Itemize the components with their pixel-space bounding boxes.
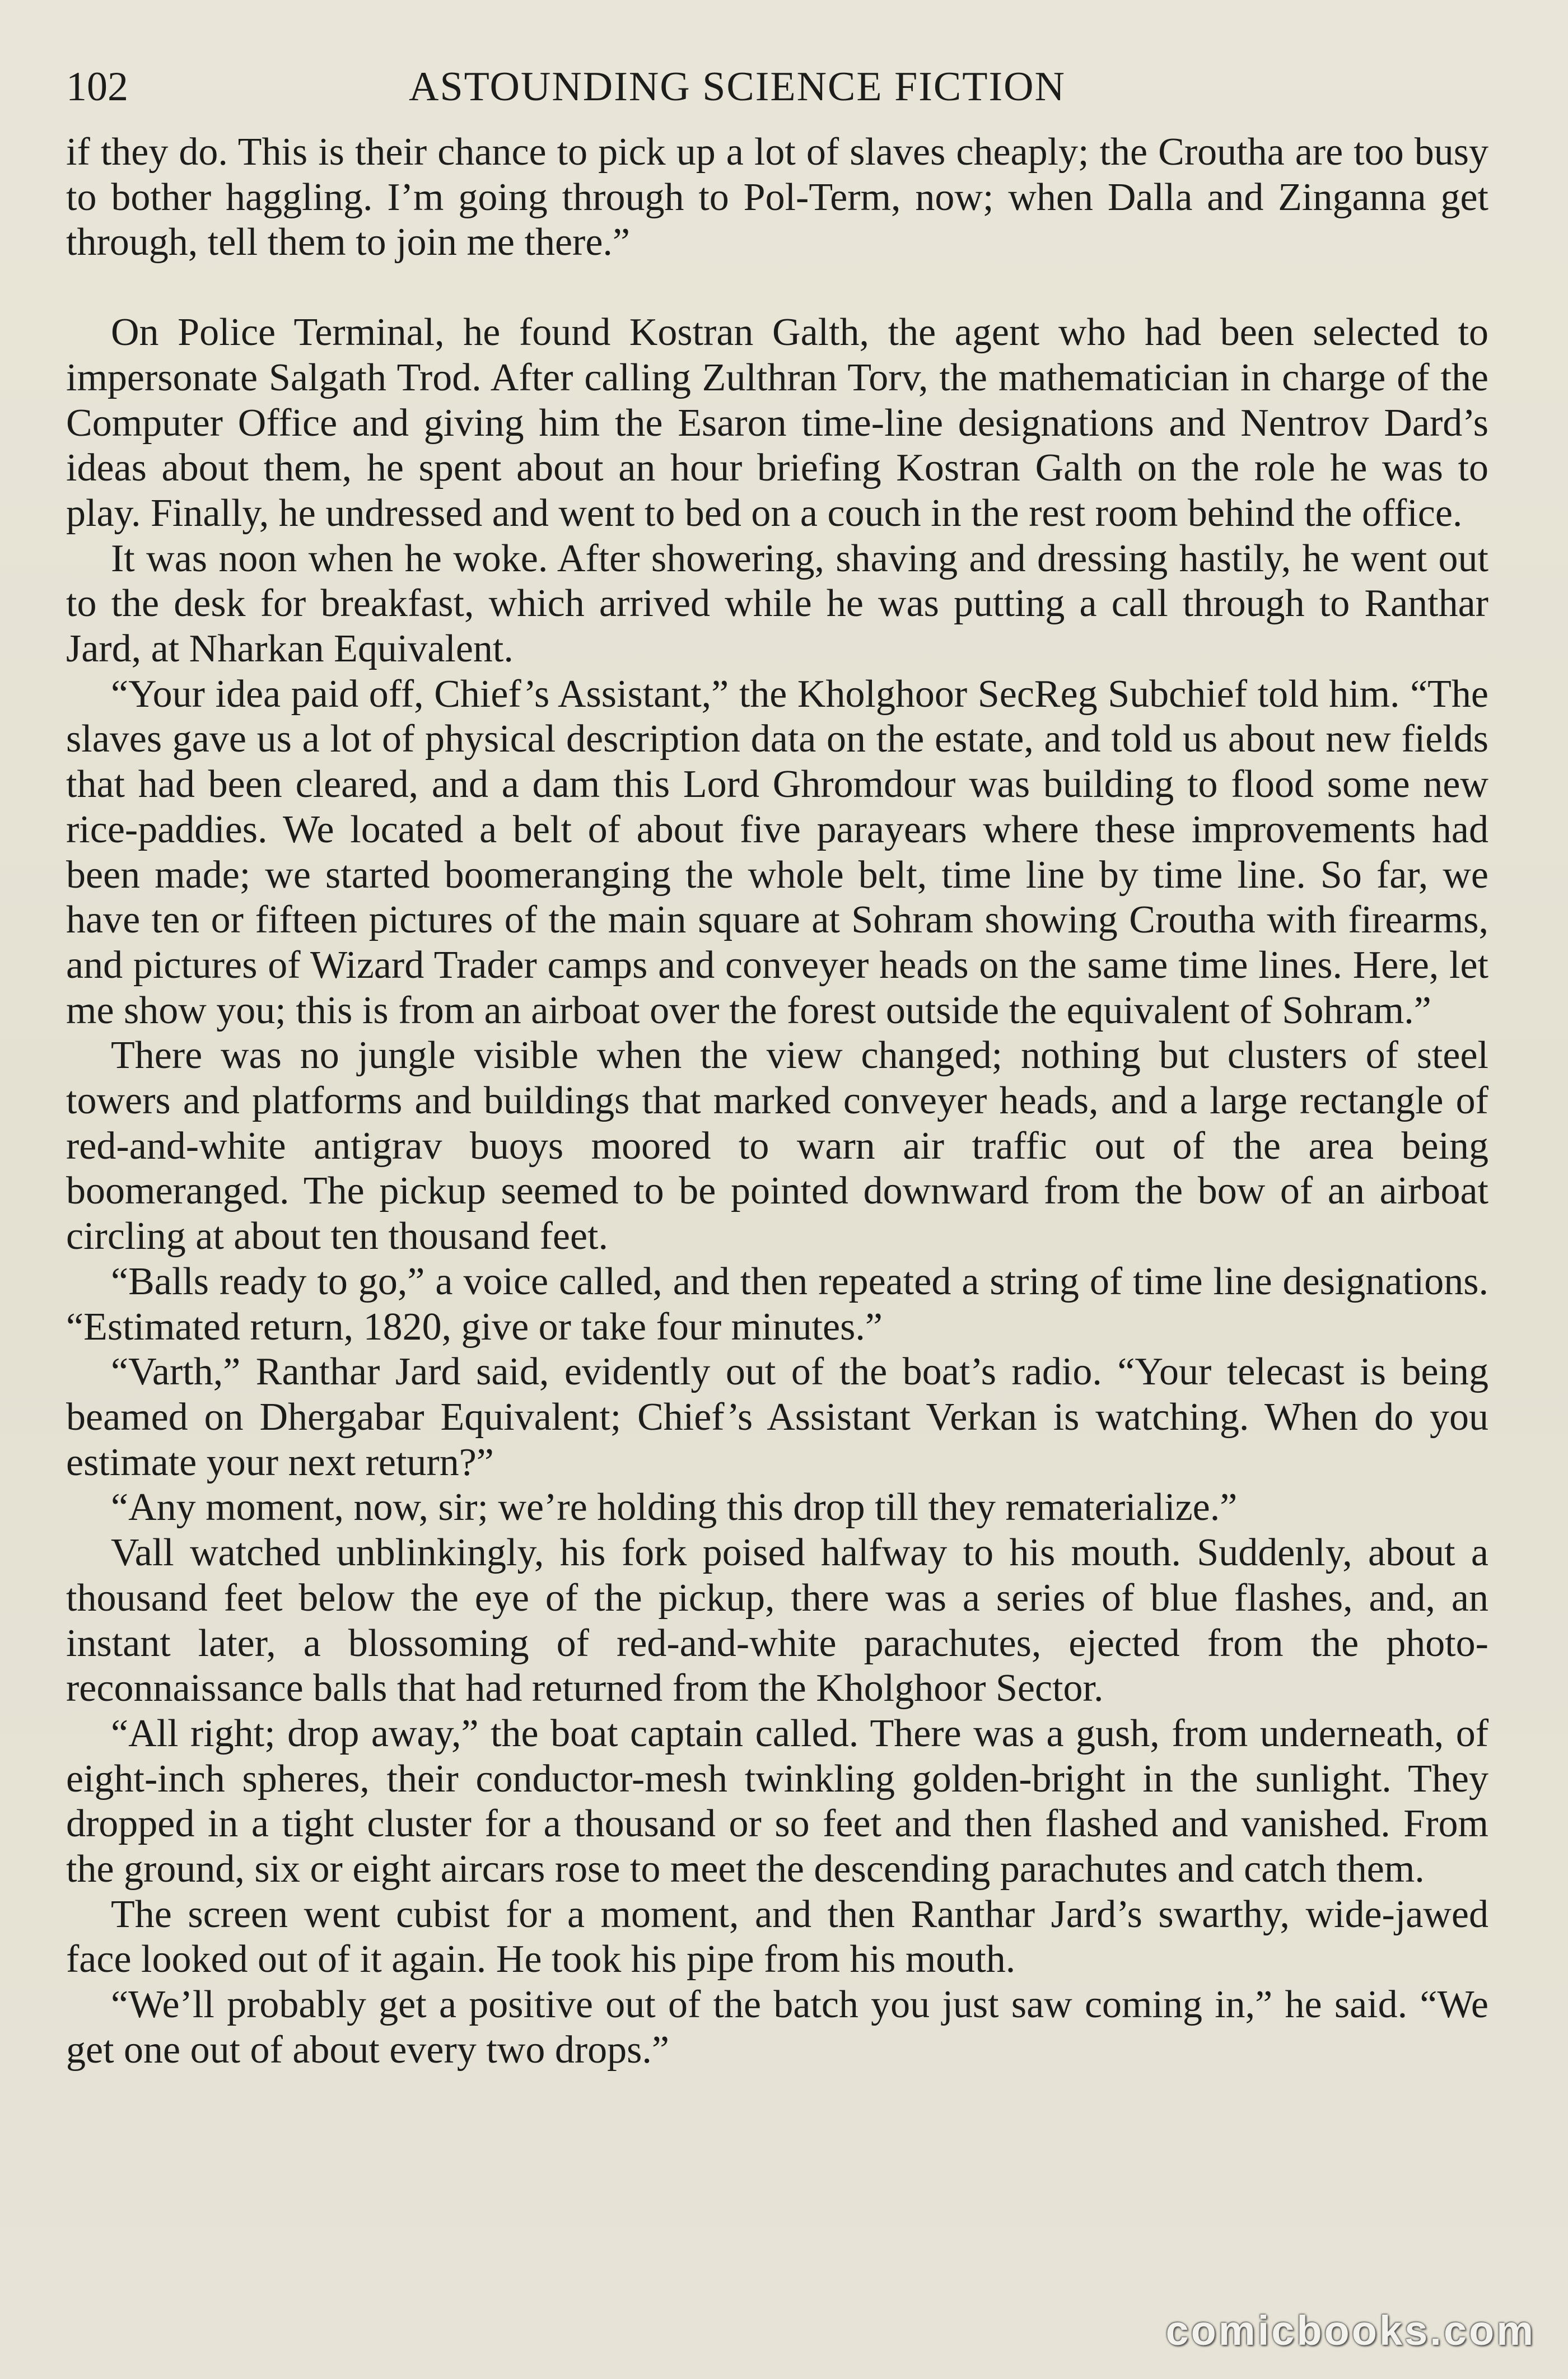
paragraph: “Balls ready to go,” a voice called, and then repeated a string of time line designations. “Estimated return, 1820, give or take four minutes.”: [66, 1260, 1488, 1349]
paragraph: “All right; drop away,” the boat captain called. There was a gush, from underneath, of eight-inch spheres, their conductor-mesh twinkling golden-bright in the sunlight. They dropped in a tight cluster for a thousand or so feet and then flashed and vanished. From the ground, six or eight aircars rose to meet the descending parachutes and catch them.: [66, 1711, 1488, 1891]
page-number: 102: [66, 64, 128, 110]
paragraph: “We’ll probably get a positive out of the batch you just saw coming in,” he said. “We get one out of about every two drops.”: [66, 1983, 1488, 2072]
paragraph: There was no jungle visible when the view changed; nothing but clusters of steel towers and platforms and buildings that marked conveyer heads, and a large rectangle of red-and-white antigrav buoys moored to warn air traffic out of the area being boomeranged. The pickup seemed to be pointed downward from the bow of an airboat circling at about ten thousand feet.: [66, 1034, 1488, 1258]
paragraph: “Your idea paid off, Chief’s Assistant,” the Kholghoor SecReg Subchief told him. “The slaves gave us a lot of physical description data on the estate, and told us about new fields that had been cleared, and a dam this Lord Ghromdour was building to flood some new rice-paddies. We located a belt of about five parayears where these improvements had been made; we started boomeranging the whole belt, time line by time line. So far, we have ten or fifteen pictures of the main square at Sohram showing Croutha with firearms, and pictures of Wizard Trader camps and conveyer heads on the same time lines. Here, let me show you; this is from an airboat over the forest outside the equivalent of Sohram.”: [66, 672, 1488, 1032]
paragraph: Vall watched unblinkingly, his fork poised halfway to his mouth. Suddenly, about a thousand feet below the eye of the pickup, there was a series of blue flashes, and, an instant later, a blossoming of red-and-white parachutes, ejected from the photo-reconnaissance balls that had returned from the Kholghoor Sector.: [66, 1531, 1488, 1710]
running-head: ASTOUNDING SCIENCE FICTION: [409, 64, 1066, 110]
paragraph: “Varth,” Ranthar Jard said, evidently out of the boat’s radio. “Your telecast is being beamed on Dhergabar Equivalent; Chief’s Assistant Verkan is watching. When do you estimate your next return?”: [66, 1350, 1488, 1484]
paragraph: On Police Terminal, he found Kostran Galth, the agent who had been selected to impersonate Salgath Trod. After calling Zulthran Torv, the mathematician in charge of the Computer Office and giving him the Esaron time-line designations and Nentrov Dard’s ideas about them, he spent about an hour briefing Kostran Galth on the role he was to play. Finally, he undressed and went to bed on a couch in the rest room behind the office.: [66, 311, 1488, 535]
page-header: [66, 56, 1488, 118]
paragraph: if they do. This is their chance to pick up a lot of slaves cheaply; the Croutha are too busy to bother haggling. I’m going through to Pol-Term, now; when Dalla and Zinganna get through, tell them to join me there.”: [66, 130, 1488, 264]
watermark-text: comicbooks.com: [1165, 2307, 1536, 2354]
paragraph: It was noon when he woke. After showering, shaving and dressing hastily, he went out to the desk for breakfast, which arrived while he was putting a call through to Ranthar Jard, at Nharkan Equivalent.: [66, 537, 1488, 671]
paragraph: The screen went cubist for a moment, and then Ranthar Jard’s swarthy, wide-jawed face looked out of it again. He took his pipe from his mouth.: [66, 1892, 1488, 1981]
paragraph: “Any moment, now, sir; we’re holding this drop till they rematerialize.”: [111, 1486, 1238, 1529]
body-text: [66, 130, 1488, 2073]
